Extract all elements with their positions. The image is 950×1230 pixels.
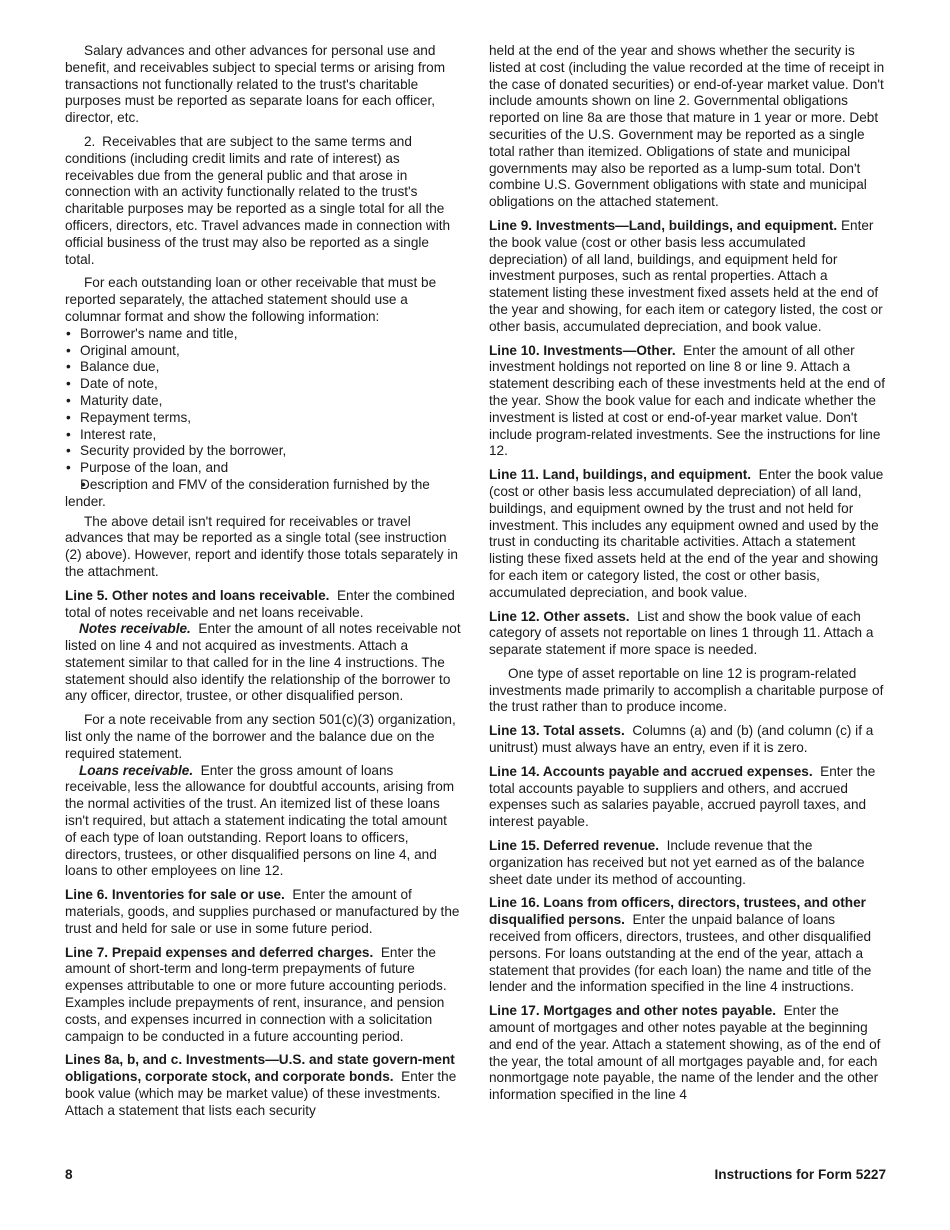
- section-line-14: [489, 764, 886, 831]
- section-loans-receivable: [65, 763, 462, 881]
- heading-line-7: Line 7. Prepaid expenses and deferred charges.: [65, 944, 374, 960]
- heading-loans-receivable: Loans receivable.: [79, 762, 194, 778]
- heading-line-15: Line 15. Deferred revenue.: [489, 838, 659, 854]
- section-line-9: [489, 218, 886, 336]
- heading-line-17: Line 17. Mortgages and other notes payable.: [489, 1003, 777, 1019]
- heading-line-8: Lines 8a, b, and c. Investments—U.S. and state govern-ment obligations, corporate stock, and corporate bonds.: [65, 1052, 455, 1085]
- heading-line-12: Line 12. Other assets.: [489, 608, 630, 624]
- section-line-10: [489, 343, 886, 461]
- list-item: • Original amount,: [65, 343, 462, 360]
- list-item: • Purpose of the loan, and: [65, 460, 462, 477]
- paragraph-program-related: One type of asset reportable on line 12 is program-related investments made primarily to accomplish a charitable purpose of the trust rather than to produce income.: [489, 665, 884, 715]
- right-column: [489, 43, 886, 1111]
- text-line-17: Enter the amount of mortgages and other notes payable at the beginning and end of the year. Attach a statement showing, as of the end of the year, the total amount of all mortgages payable and, for each nonmortgage note payable, the name of the lender and the other information specified in the line 4: [489, 1003, 881, 1103]
- text-line-13: Columns (a) and (b) (and column (c) if a unitrust) must always have an entry, even if it is zero.: [489, 723, 874, 756]
- heading-line-5: Line 5. Other notes and loans receivable.: [65, 587, 330, 603]
- required-info-list: [65, 326, 462, 511]
- paragraph-columnar-format: For each outstanding loan or other receivable that must be reported separately, the attached statement should use a columnar format and show the following information:: [65, 275, 437, 324]
- text-line-8: Enter the book value (which may be market value) of these investments. Attach a statement that lists each security: [65, 1069, 457, 1118]
- list-item: • Balance due,: [65, 359, 462, 376]
- text-loans-receivable: Enter the gross amount of loans receivable, less the allowance for doubtful accounts, arising from the normal activities of the trust. An itemized list of these loans isn't required, but attach a statement indicating the total amount of each type of loan outstanding. Report loans to officers, directors, trustees, or other disqualified persons on line 4, and loans to other employees on line 12.: [65, 762, 455, 879]
- list-item: • Interest rate,: [65, 427, 462, 444]
- section-line-12: [489, 609, 886, 659]
- heading-line-10: Line 10. Investments—Other.: [489, 342, 676, 358]
- text-line-7: Enter the amount of short-term and long-term prepayments of future expenses attributable to one or more future accounting periods. Examples include prepayments of rent, insurance, and pension costs, and expenses incurred in connection with a solicitation campaign to be conducted in a future accounting period.: [65, 944, 447, 1044]
- heading-line-9: Line 9. Investments—Land, buildings, and equipment.: [489, 217, 838, 233]
- section-line-16: [489, 895, 886, 996]
- section-line-6: [65, 887, 462, 937]
- list-item: • Security provided by the borrower,: [65, 443, 462, 460]
- section-notes-receivable: [65, 621, 462, 705]
- left-column: [65, 43, 462, 1127]
- paragraph-detail-not-required: The above detail isn't required for receivables or travel advances that may be reported as a single total (see instruction (2) above). However, report and identify those totals separately in the attachment.: [65, 513, 458, 579]
- heading-line-16: Line 16. Loans from officers, directors, trustees, and other disqualified persons.: [489, 895, 866, 928]
- text-line-14: Enter the total accounts payable to suppliers and others, and accrued expenses such as salaries payable, accrued payroll taxes, and interest payable.: [489, 763, 876, 830]
- text-line-6: Enter the amount of materials, goods, and supplies purchased or manufactured by the trust and held for sale or use in some future period.: [65, 887, 460, 936]
- text-notes-receivable: Enter the amount of all notes receivable not listed on line 4 and not acquired as investments. Attach a statement similar to that called for in the line 4 instructions. The statement should also identify the relationship of the borrower to any officer, director, trustee, or other disqualified person.: [65, 621, 461, 704]
- paragraph-501c3-note: For a note receivable from any section 501(c)(3) organization, list only the name of the borrower and the balance due on the required statement.: [65, 712, 456, 761]
- section-line-11: [489, 467, 886, 601]
- list-item: • Description and FMV of the consideration furnished by the lender.: [65, 477, 462, 511]
- section-line-17: [489, 1003, 886, 1104]
- text-line-10: Enter the amount of all other investment holdings not reported on line 8 or line 9. Attach a statement describing each of these investments held at the end of the year. Show the book value for each and indicate whether the investment is listed at cost or end-of-year market value. Don't include program-related investments. See the instructions for line 12.: [489, 342, 885, 459]
- page-number: 8: [65, 1167, 73, 1182]
- section-line-7: [65, 945, 462, 1046]
- paragraph-receivables-single-total: 2. Receivables that are subject to the same terms and conditions (including credit limits and rate of interest) as receivables due from the general public and that arose in connection with an activity functionally related to the trust's charitable purposes may be reported as a single total for all the officers, directors, etc. Travel advances made in connection with official business of the trust may also be reported as a single total.: [65, 133, 451, 267]
- section-line-8: [65, 1052, 462, 1119]
- section-line-5: [65, 588, 462, 622]
- text-line-12: List and show the book value of each category of assets not reportable on lines 1 through 11. Attach a separate statement if more space is needed.: [489, 608, 874, 658]
- heading-line-6: Line 6. Inventories for sale or use.: [65, 887, 285, 903]
- form-title: Instructions for Form 5227: [714, 1167, 886, 1182]
- heading-notes-receivable: Notes receivable.: [79, 621, 191, 637]
- heading-line-13: Line 13. Total assets.: [489, 723, 625, 739]
- text-line-11: Enter the book value (cost or other basis less accumulated depreciation) of all land, buildings, and equipment owned by the trust and not held for investment. This includes any equipment owned and used by the trust in conducting its charitable activities. Attach a statement listing these fixed assets held at the end of the year and showing for each item or category listed, the cost or other basis, accumulated depreciation, and book value.: [489, 467, 884, 600]
- text-line-15: Include revenue that the organization has received but not yet earned as of the balance sheet date under its method of accounting.: [489, 838, 865, 887]
- list-item: • Borrower's name and title,: [65, 326, 462, 343]
- paragraph-securities-continued: held at the end of the year and shows whether the security is listed at cost (including the value recorded at the time of receipt in the case of donated securities) or end-of-year market value. Don't include amounts shown on line 2. Governmental obligations reported on line 8a are those that mature in 1 year or more. Debt securities of the U.S. Government may be reported as a single total rather than itemized. Obligations of state and municipal governments may also be reported as a lump-sum total. Don't combine U.S. Government obligations with state and municipal obligations on the attached statement.: [489, 43, 885, 210]
- text-line-16: Enter the unpaid balance of loans received from officers, directors, trustees, and other disqualified persons. For loans outstanding at the end of the year, attach a statement that provides (for each loan) the name and title of the lender and the information specified in the line 4 instructions.: [489, 912, 872, 995]
- heading-line-11: Line 11. Land, buildings, and equipment.: [489, 467, 752, 483]
- list-item: • Maturity date,: [65, 393, 462, 410]
- heading-line-14: Line 14. Accounts payable and accrued expenses.: [489, 763, 813, 779]
- section-line-15: [489, 838, 886, 888]
- list-item: • Date of note,: [65, 376, 462, 393]
- paragraph-separate-loans: Salary advances and other advances for personal use and benefit, and receivables subject to special terms or arising from transactions not functionally related to the trust's charitable purposes must be reported as separate loans for each officer, director, etc.: [65, 43, 446, 126]
- text-line-5: Enter the combined total of notes receivable and net loans receivable.: [65, 587, 455, 620]
- section-line-13: [489, 723, 886, 757]
- text-line-9: Enter the book value (cost or other basis less accumulated depreciation) of all land, buildings, and equipment held for investment purposes, such as rental properties. Attach a statement listing these investment fixed assets held at the end of the year and showing, for each item or category listed, the cost or other basis, accumulated depreciation, and book value.: [489, 217, 883, 334]
- list-item: • Repayment terms,: [65, 410, 462, 427]
